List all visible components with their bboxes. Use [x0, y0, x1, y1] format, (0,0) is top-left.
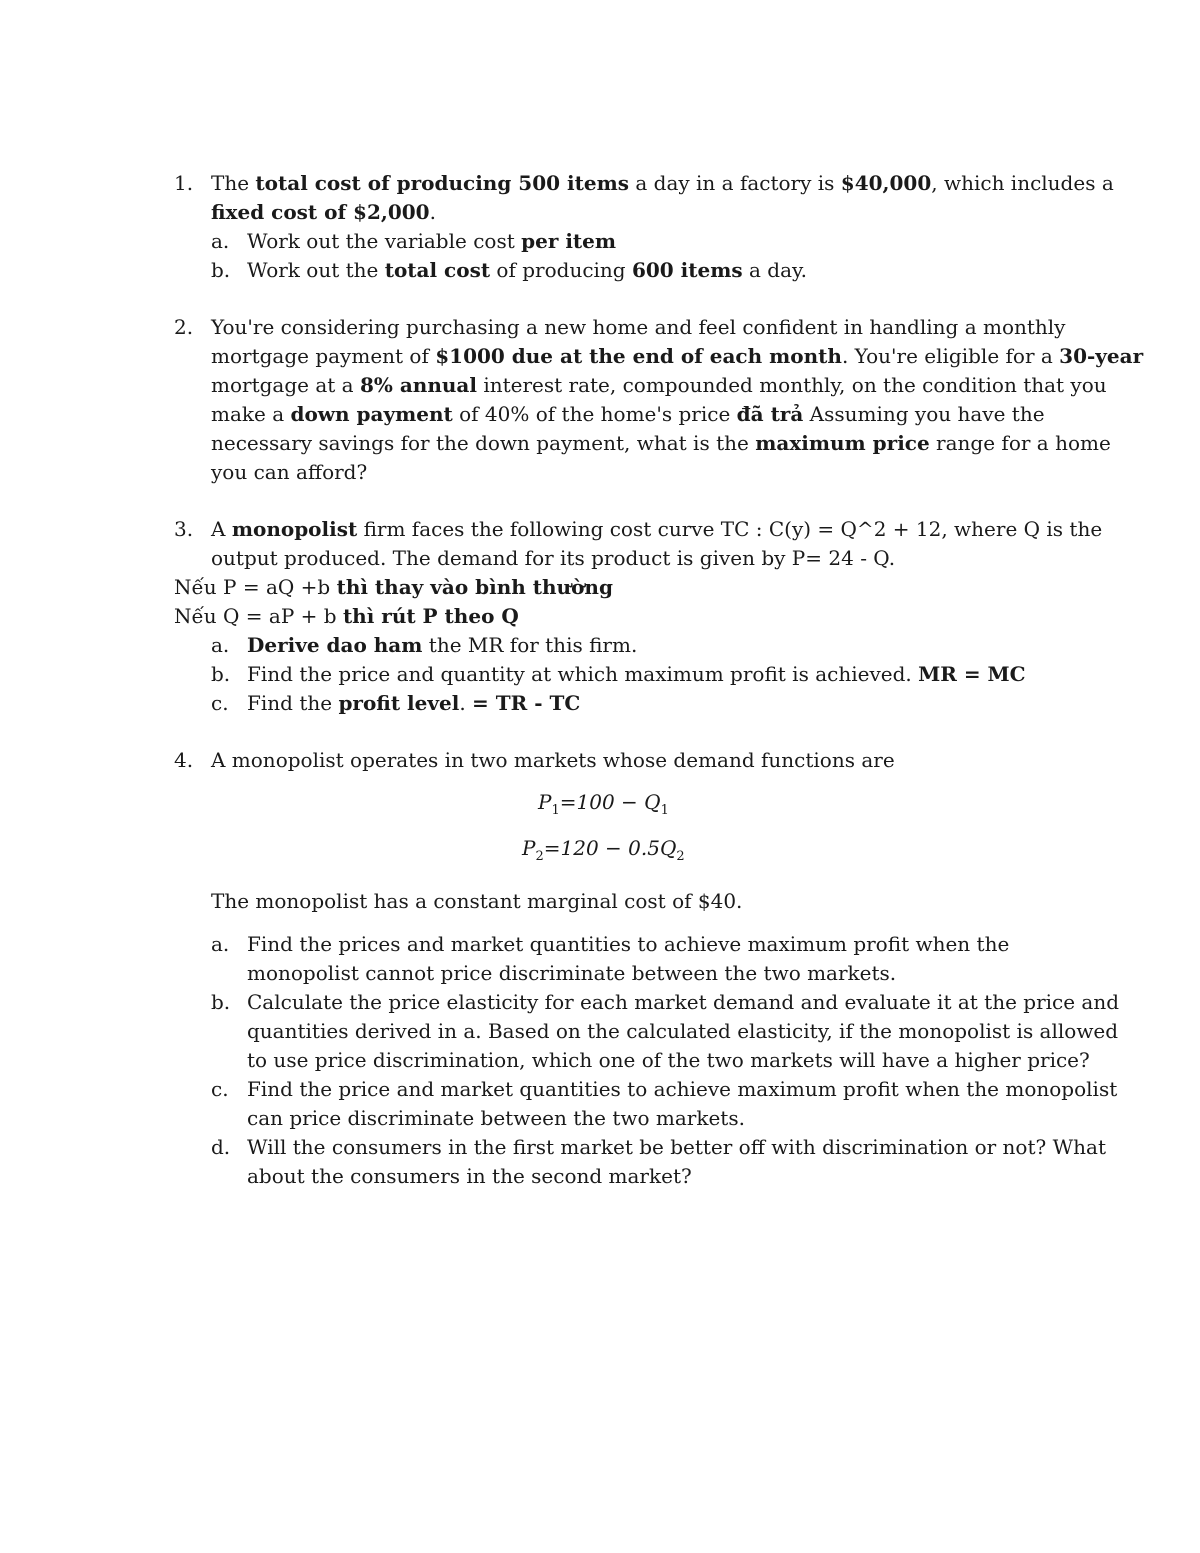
sub-question-a	[211, 930, 1071, 988]
question-text-line	[211, 429, 1111, 458]
sub-question-text-line: Will the consumers in the first market be better off with discrimination or not? What	[247, 1135, 1106, 1159]
question-text-line	[211, 169, 1114, 198]
question-number: 4.	[174, 748, 194, 772]
sub-question-b	[211, 660, 1071, 689]
sub-question-text	[247, 691, 580, 715]
equation-subscript: 1	[660, 803, 669, 818]
question-number: 1.	[174, 171, 194, 195]
sub-question-letter: c.	[211, 691, 229, 715]
question-text-line	[211, 371, 1107, 400]
sub-question-text	[247, 633, 637, 657]
bold-text-run: monopolist	[231, 517, 358, 541]
bold-text-run: 8% annual	[359, 373, 477, 397]
question-text-line	[211, 342, 1144, 371]
question-text-line	[211, 544, 1071, 573]
sub-question-text-line: monopolist cannot price discriminate between the two markets.	[247, 961, 897, 985]
equation-subscript: 1	[551, 803, 560, 818]
text-run: interest rate, compounded monthly, on the condition that you	[476, 373, 1107, 397]
demand-equation-2	[522, 836, 685, 864]
bold-text-run: Derive dao ham	[247, 633, 423, 657]
text-run: mortgage payment of	[211, 344, 436, 368]
handwritten-note-line	[174, 573, 613, 602]
sub-question-text-line: to use price discrimination, which one of the two markets will have a higher price?	[247, 1048, 1090, 1072]
equation-lhs: P	[538, 790, 552, 814]
question-text-line	[211, 198, 1071, 227]
text-run: Work out the variable cost	[247, 229, 522, 253]
demand-equation-1	[538, 790, 669, 818]
text-run: range for a home	[929, 431, 1111, 455]
text-run: make a	[211, 402, 291, 426]
bold-text-run: đã trả	[736, 402, 804, 426]
text-run: Nếu P = aQ +b	[174, 575, 337, 599]
text-run: . You're eligible for a	[841, 344, 1060, 368]
equation-lhs: P	[522, 836, 536, 860]
question-text-line	[211, 458, 1071, 487]
text-run: Find the price and quantity at which maximum profit is achieved.	[247, 662, 919, 686]
sub-question-b	[211, 988, 1120, 1075]
bold-text-run: 30-year	[1059, 344, 1144, 368]
sub-question-letter: b.	[211, 258, 231, 282]
equation-subscript: 2	[676, 849, 685, 864]
bold-text-run: per item	[521, 229, 617, 253]
text-run: a day in a factory is	[629, 171, 841, 195]
bold-text-run: maximum price	[755, 431, 930, 455]
text-run: you can afford?	[211, 460, 368, 484]
text-run: firm faces the following cost curve TC : C(y) = Q^2 + 12, where Q is the	[357, 517, 1103, 541]
bold-text-run: $40,000	[840, 171, 932, 195]
sub-question-letter: c.	[211, 1077, 229, 1101]
text-run: Find the	[247, 691, 339, 715]
sub-question-text-line: can price discriminate between the two markets.	[247, 1106, 745, 1130]
text-run: .	[429, 200, 436, 224]
sub-question-text-line: Find the prices and market quantities to achieve maximum profit when the	[247, 932, 1010, 956]
text-run: output produced. The demand for its product is given by P= 24 - Q.	[211, 546, 896, 570]
question-number: 2.	[174, 315, 194, 339]
sub-question-b	[211, 256, 1071, 285]
text-run: Nếu Q = aP + b	[174, 604, 343, 628]
equation-rhs: =120 − 0.5Q	[543, 836, 677, 860]
bold-text-run: total cost	[384, 258, 491, 282]
sub-question-letter: a.	[211, 932, 230, 956]
equation-rhs: =100 − Q	[559, 790, 661, 814]
equation-subscript: 2	[535, 849, 544, 864]
bold-text-run: = TR - TC	[472, 691, 581, 715]
text-run: .	[459, 691, 473, 715]
handwritten-note-line	[174, 602, 519, 631]
sub-question-text	[247, 662, 1026, 686]
sub-question-letter: b.	[211, 990, 231, 1014]
bold-text-run: fixed cost of $2,000	[211, 200, 430, 224]
bold-text-run: down payment	[290, 402, 453, 426]
question-number: 3.	[174, 517, 194, 541]
question-text-line	[211, 515, 1103, 544]
bold-text-run: 600 items	[631, 258, 743, 282]
marginal-cost-statement: The monopolist has a constant marginal cost of $40.	[211, 889, 743, 913]
text-run: , which includes a	[931, 171, 1114, 195]
bold-text-run: thì thay vào bình thường	[336, 575, 613, 599]
question-text-line: A monopolist operates in two markets whose demand functions are	[211, 748, 895, 772]
bold-text-run: MR = MC	[918, 662, 1026, 686]
text-run: necessary savings for the down payment, what is the	[211, 431, 756, 455]
sub-question-letter: a.	[211, 633, 230, 657]
sub-question-text-line: about the consumers in the second market?	[247, 1164, 692, 1188]
text-run: a day.	[742, 258, 808, 282]
sub-question-text-line: Calculate the price elasticity for each market demand and evaluate it at the price and	[247, 990, 1120, 1014]
sub-question-text-line: quantities derived in a. Based on the calculated elasticity, if the monopolist is allowed	[247, 1019, 1119, 1043]
bold-text-run: total cost of producing 500 items	[255, 171, 629, 195]
text-run: Work out the	[247, 258, 385, 282]
question-text-line	[211, 400, 1071, 429]
text-run: A	[211, 517, 232, 541]
sub-question-letter: a.	[211, 229, 230, 253]
text-run: Assuming you have the	[803, 402, 1045, 426]
text-run: The	[211, 171, 256, 195]
sub-question-letter: b.	[211, 662, 231, 686]
sub-question-letter: d.	[211, 1135, 231, 1159]
sub-question-text	[247, 229, 616, 253]
sub-question-d	[211, 1133, 1106, 1191]
text-run: of 40% of the home's price	[452, 402, 737, 426]
sub-question-c	[211, 689, 1071, 718]
bold-text-run: $1000 due at the end of each month	[435, 344, 842, 368]
sub-question-a	[211, 631, 1071, 660]
sub-question-text-line: Find the price and market quantities to achieve maximum profit when the monopolist	[247, 1077, 1118, 1101]
sub-question-a	[211, 227, 1071, 256]
text-run: the MR for this firm.	[422, 633, 638, 657]
text-run: You're considering purchasing a new home and feel confident in handling a monthly	[211, 315, 1066, 339]
text-run: of producing	[490, 258, 632, 282]
bold-text-run: profit level	[338, 691, 460, 715]
question-text-line	[211, 313, 1071, 342]
sub-question-text	[247, 258, 807, 282]
text-run: mortgage at a	[211, 373, 360, 397]
sub-question-c	[211, 1075, 1118, 1133]
bold-text-run: thì rút P theo Q	[342, 604, 519, 628]
